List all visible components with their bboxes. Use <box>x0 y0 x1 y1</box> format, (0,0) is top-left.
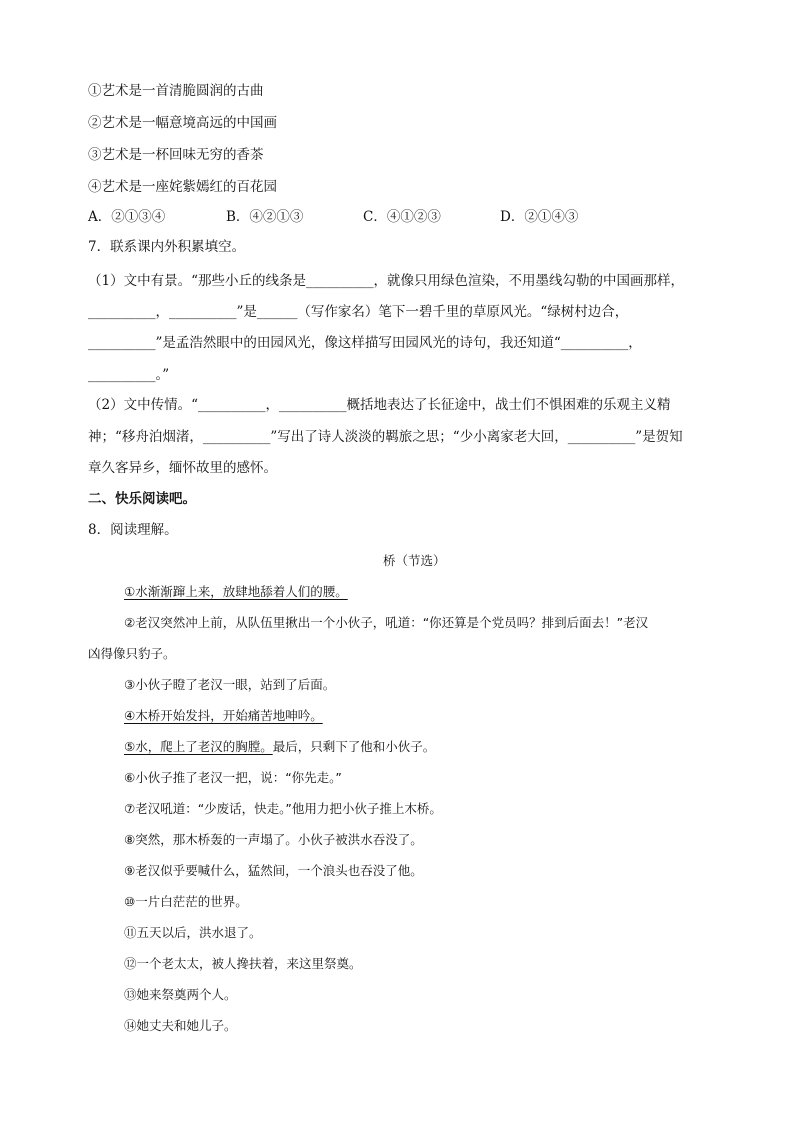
question-7-line: 神；“移舟泊烟渚，__________”写出了诗人淡淡的羁旅之思；“少小离家老大回，__________”是贺知 <box>88 429 683 445</box>
question-7-line: （1）文中有景。“那些小丘的线条是__________，就像只用绿色渲染，不用墨线勾勒的中国画那样， <box>88 273 684 289</box>
passage-paragraph-6: ⑥小伙子推了老汉一把，说：“你先走。” <box>124 770 342 785</box>
question-7-line: __________，__________”是______（写作家名）笔下一碧千里的草原风光。“绿树村边合， <box>88 304 629 320</box>
passage-paragraph-5-underlined: ⑤水，爬上了老汉的胸膛。 <box>124 739 273 754</box>
question-7-line: __________”是孟浩然眼中的田园风光，像这样描写田园风光的诗句，我还知道“__________， <box>88 335 642 351</box>
question-7-title: 7．联系课内外积累填空。 <box>88 239 246 255</box>
option-statement-1: ①艺术是一首清脆圆润的古曲 <box>88 83 264 99</box>
choice-d: D．②①④③ <box>500 209 579 225</box>
passage-paragraph-8: ⑧突然，那木桥轰的一声塌了。小伙子被洪水吞没了。 <box>124 832 423 847</box>
question-7-line: （2）文中传情。“__________，__________概括地表达了长征途中，战士们不惧困难的乐观主义精 <box>88 397 671 413</box>
question-8-title: 8．阅读理解。 <box>88 522 178 538</box>
passage-paragraph-2-cont: 凶得像只豹子。 <box>88 646 176 661</box>
passage-paragraph-11: ⑪五天以后，洪水退了。 <box>124 925 262 940</box>
question-7-line: 章久客异乡，缅怀故里的感怀。 <box>88 460 277 476</box>
passage-paragraph-9: ⑨老汉似乎要喊什么，猛然间，一个浪头也吞没了他。 <box>124 863 423 878</box>
passage-paragraph-7: ⑦老汉吼道：“少废话，快走。”他用力把小伙子推上木桥。 <box>124 801 442 816</box>
passage-paragraph-12: ⑫一个老太太，被人搀扶着，来这里祭奠。 <box>124 956 362 971</box>
passage-title: 桥（节选） <box>383 553 446 568</box>
passage-paragraph-1: ①水渐渐蹿上来，放肆地舔着人们的腰。 <box>124 584 348 599</box>
question-7-line: __________。” <box>88 367 170 383</box>
passage-paragraph-3: ③小伙子瞪了老汉一眼，站到了后面。 <box>124 677 336 692</box>
passage-paragraph-4: ④木桥开始发抖，开始痛苦地呻吟。 <box>124 708 323 723</box>
passage-paragraph-14: ⑭她丈夫和她儿子。 <box>124 1018 237 1033</box>
section-2-heading: 二、快乐阅读吧。 <box>88 491 196 507</box>
choice-c: C．④①②③ <box>363 209 441 225</box>
option-statement-2: ②艺术是一幅意境高远的中国画 <box>88 115 277 131</box>
passage-paragraph-5 <box>124 738 435 756</box>
choice-b: B．④②①③ <box>226 209 304 225</box>
passage-paragraph-13: ⑬她来祭奠两个人。 <box>124 987 237 1002</box>
passage-paragraph-5-rest: 最后，只剩下了他和小伙子。 <box>272 739 436 754</box>
passage-paragraph-2: ②老汉突然冲上前，从队伍里揪出一个小伙子，吼道：“你还算是个党员吗？排到后面去！”老汉 <box>124 615 649 630</box>
option-statement-4: ④艺术是一座姹紫嫣红的百花园 <box>88 179 277 195</box>
passage-paragraph-10: ⑩一片白茫茫的世界。 <box>124 894 248 909</box>
option-statement-3: ③艺术是一杯回味无穷的香茶 <box>88 147 264 163</box>
choice-a: A．②①③④ <box>88 209 166 225</box>
